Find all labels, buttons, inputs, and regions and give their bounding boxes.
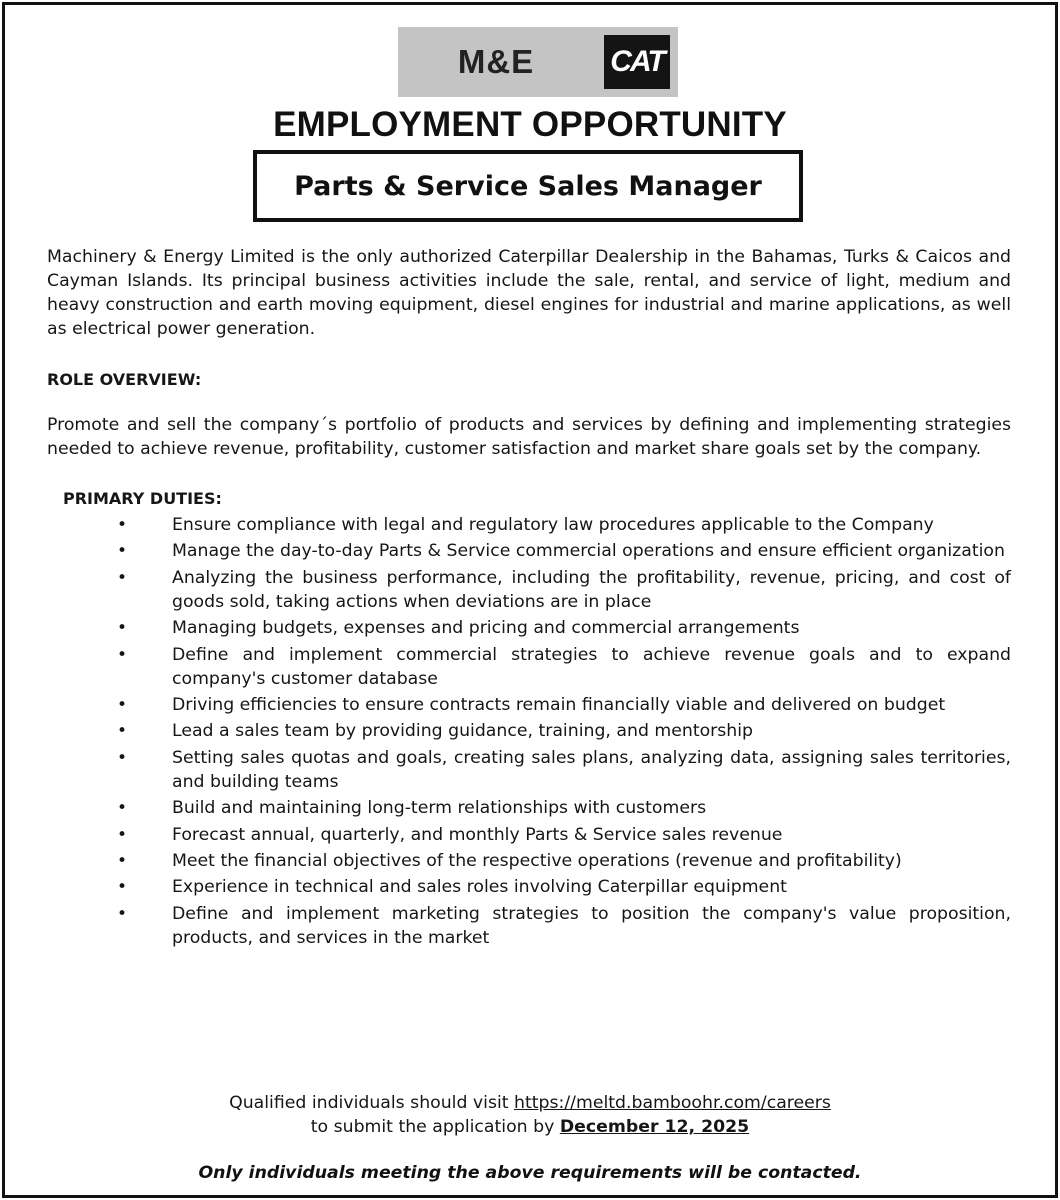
bullet-icon: • (117, 798, 128, 819)
duty-text: Build and maintaining long-term relationships with customers (172, 798, 707, 819)
bullet-icon: • (117, 541, 128, 562)
list-item (47, 539, 1011, 563)
bullet-icon: • (117, 721, 128, 742)
duty-text: Experience in technical and sales roles involving Caterpillar equipment (172, 877, 787, 898)
bullet-icon: • (117, 747, 128, 768)
list-item (47, 875, 1011, 899)
bullet-icon: • (117, 877, 128, 898)
list-item (47, 796, 1011, 820)
duty-text: Managing budgets, expenses and pricing and commercial arrangements (172, 618, 800, 639)
duty-text: Define and implement commercial strategies to achieve revenue goals and to expand company's customer database (172, 644, 1011, 689)
application-line-2 (5, 1115, 1055, 1139)
headline: EMPLOYMENT OPPORTUNITY (273, 105, 787, 144)
cat-logo: CAT (604, 35, 670, 89)
advert-frame (2, 2, 1058, 1198)
bullet-icon: • (117, 903, 128, 924)
list-item (47, 513, 1011, 537)
role-overview-heading: ROLE OVERVIEW: (47, 370, 202, 389)
list-item (47, 566, 1011, 614)
careers-link[interactable]: https://meltd.bamboohr.com/careers (514, 1093, 831, 1113)
duties-list (47, 513, 1011, 950)
duty-text: Driving efficiencies to ensure contracts remain financially viable and delivered on budget (172, 694, 946, 715)
list-item (47, 616, 1011, 640)
list-item (47, 693, 1011, 717)
bullet-icon: • (117, 694, 128, 715)
contact-notice: Only individuals meeting the above requirements will be contacted. (198, 1163, 862, 1183)
primary-duties-heading: PRIMARY DUTIES: (63, 489, 222, 508)
bullet-icon: • (117, 644, 128, 665)
list-item (47, 823, 1011, 847)
duty-text: Analyzing the business performance, including the profitability, revenue, pricing, and cost of goods sold, taking actions when deviations are in place (172, 567, 1011, 612)
application-instructions (5, 1091, 1055, 1139)
application-line-1 (5, 1091, 1055, 1115)
duty-text: Forecast annual, quarterly, and monthly Parts & Service sales revenue (172, 824, 783, 845)
bullet-icon: • (117, 850, 128, 871)
visit-text: Qualified individuals should visit (229, 1093, 509, 1113)
list-item (47, 719, 1011, 743)
list-item (47, 643, 1011, 691)
duty-text: Manage the day-to-day Parts & Service commercial operations and ensure efficient organization (172, 541, 1005, 562)
bullet-icon: • (117, 515, 128, 535)
duty-text: Define and implement marketing strategies to position the company's value proposition, products, and services in the market (172, 903, 1011, 948)
list-item (47, 902, 1011, 950)
me-logo-text: M&E (457, 43, 535, 80)
duty-text: Meet the financial objectives of the respective operations (revenue and profitability) (172, 850, 902, 871)
advert-body (47, 245, 1011, 952)
list-item (47, 746, 1011, 794)
submit-text: to submit the application by (310, 1117, 555, 1137)
duty-text: Ensure compliance with legal and regulatory law procedures applicable to the Company (172, 515, 934, 535)
role-overview-text: Promote and sell the company´s portfolio of products and services by defining and implementing strategies needed to achieve revenue, profitability, customer satisfaction and market share goals set by the company. (47, 415, 1011, 459)
duty-text: Setting sales quotas and goals, creating sales plans, analyzing data, assigning sales territories, and building teams (172, 747, 1011, 792)
company-intro: Machinery & Energy Limited is the only authorized Caterpillar Dealership in the Bahamas, Turks & Caicos and Cayman Islands. Its principal business activities include the sale, rental, and service of light, medium and heavy construction and earth moving equipment, diesel engines for industrial and marine applications, as well as electrical power generation. (47, 247, 1011, 339)
duty-text: Lead a sales team by providing guidance, training, and mentorship (172, 721, 754, 742)
job-title: Parts & Service Sales Manager (294, 170, 762, 202)
list-item (47, 849, 1011, 873)
bullet-icon: • (117, 824, 128, 845)
company-logo (398, 27, 678, 97)
job-title-box (253, 150, 803, 222)
deadline-date: December 12, 2025 (559, 1117, 750, 1137)
bullet-icon: • (117, 618, 128, 639)
bullet-icon: • (117, 567, 128, 588)
